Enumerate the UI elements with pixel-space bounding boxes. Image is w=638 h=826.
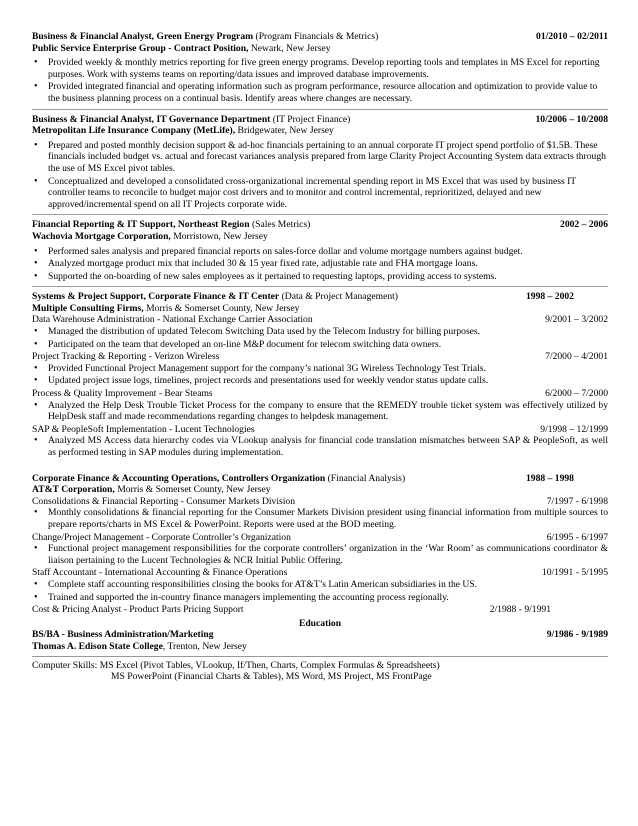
job-company: AT&T Corporation, — [32, 484, 115, 496]
school-name: Thomas A. Edison State College — [32, 640, 163, 652]
bullet-item: • Provided integrated financial and operating information such as program performance, resource allocation and optimization to provide value to the business planning process on a continual basis. Identify areas where changes are necessary. — [32, 81, 608, 104]
role-name: Staff Accountant - International Accounting & Finance Operations — [32, 567, 288, 579]
job-dept: (Sales Metrics) — [249, 219, 311, 231]
job-company-line — [32, 43, 608, 55]
role-line — [32, 532, 608, 544]
job-entry — [32, 219, 608, 282]
bullet-item: • Monthly consolidations & financial reporting for the Consumer Markets Division president using financial information from multiple sources to prepare reports/charts in MS Excel & PowerPoint. Reports were used at the BOD meeting. — [32, 507, 608, 530]
bullet-item: • Provided Functional Project Management support for the company’s national 3G Wireless Technology Test Trials. — [32, 363, 608, 375]
job-entry — [32, 31, 608, 105]
job-dept: (Data & Project Management) — [279, 291, 398, 303]
job-company-line — [32, 231, 608, 243]
role-line — [32, 496, 608, 508]
bullet-item: • Provided weekly & monthly metrics reporting for five green energy programs. Develop reporting tools and templates in MS Excel for reporting purposes. Work with systems teams on reporting/data issues and improved database improvements. — [32, 57, 608, 80]
school-location: , Trenton, New Jersey — [162, 640, 247, 652]
role-name: SAP & PeopleSoft Implementation - Lucent Technologies — [32, 423, 255, 435]
bullet-item: • Analyzed MS Access data hierarchy codes via VLookup analysis for financial code translation mismatches between SAP & PeopleSoft, as well as performed testing in SAP modules during implementation. — [32, 435, 608, 458]
job-company: Wachovia Mortgage Corporation, — [32, 230, 171, 242]
education-dates: 9/1986 - 9/1989 — [546, 629, 608, 641]
job-location: Morris & Somerset County, New Jersey — [143, 302, 300, 314]
job-title: Corporate Finance & Accounting Operations, Controllers Organization — [32, 472, 326, 484]
job-bullets — [32, 140, 608, 211]
role-line — [32, 604, 608, 616]
role-bullets — [32, 543, 608, 566]
job-bullets — [32, 57, 608, 104]
role-line — [32, 314, 608, 326]
divider — [32, 656, 608, 657]
job-title: Systems & Project Support, Corporate Finance & IT Center — [32, 291, 280, 303]
role-dates: 9/2001 – 3/2002 — [545, 314, 608, 326]
job-company-line — [32, 125, 608, 137]
job-entry — [32, 114, 608, 211]
bullet-item: • Functional project management responsibilities for the corporate controllers’ organization in the ‘War Room’ as communications coordinator & liaison pertaining to the Lucent Technologies & NCR Initial Public Offering. — [32, 543, 608, 566]
role-dates: 6/1995 - 6/1997 — [546, 531, 608, 543]
skills-line: MS PowerPoint (Financial Charts & Tables), MS Word, MS Project, MS FrontPage — [111, 671, 432, 683]
education-header — [32, 629, 608, 641]
job-dates: 2002 – 2006 — [560, 219, 608, 231]
role-bullets — [32, 400, 608, 423]
job-company: Multiple Consulting Firms, — [32, 302, 144, 314]
role-line — [32, 567, 608, 579]
skills-line: Computer Skills: MS Excel (Pivot Tables, VLookup, If/Then, Charts, Complex Formulas & Spreadsheets) — [32, 659, 440, 671]
divider — [32, 286, 608, 287]
bullet-item: • Managed the distribution of updated Telecom Switching Data used by the Telecom Industry for billing purposes. — [32, 326, 608, 338]
job-bullets — [32, 246, 608, 283]
bullet-item: • Conceptualized and developed a consolidated cross-organizational incremental spending report in MS Excel that was used by business IT controller teams to reconcile to budget major cost drivers and to monitor and control incremental, reprioritized, delayed and new approved/incremental spend on all IT Projects corporate wide. — [32, 176, 608, 211]
role-bullets — [32, 507, 608, 530]
job-company: Public Service Enterprise Group - Contract Position, — [32, 42, 249, 54]
bullet-item: • Analyzed the Help Desk Trouble Ticket Process for the company to ensure that the REMEDY trouble ticket system was effectively utilized by HelpDesk staff and made recommendations regarding changes to helpdesk management. — [32, 400, 608, 423]
job-dates: 1988 – 1998 — [526, 472, 574, 484]
job-company-line — [32, 303, 608, 315]
bullet-item: • Updated project issue logs, timelines, project records and presentations used for weekly vendor status update calls. — [32, 375, 608, 387]
bullet-item: • Complete staff accounting responsibilities closing the books for AT&T’s Latin American subsidiaries in the US. — [32, 579, 608, 591]
bullet-item: • Trained and supported the in-country finance managers implementing the accounting process regionally. — [32, 592, 608, 604]
spacer — [32, 461, 608, 473]
role-bullets — [32, 579, 608, 603]
bullet-item: • Performed sales analysis and prepared financial reports on sales-force dollar and volume mortgage numbers against budget. — [32, 246, 608, 258]
job-location: Bridgewater, New Jersey — [235, 125, 334, 137]
job-header — [32, 219, 608, 231]
bullet-item: • Prepared and posted monthly decision support & ad-hoc financials pertaining to an annual corporate IT project spend portfolio of $1.5B. These financials included budget vs. actual and forecast variances analysis prepared from large Clarity Project Accounting System data extracts through the use of MS Excel pivot tables. — [32, 140, 608, 175]
school-line — [32, 641, 608, 653]
job-dept: (IT Project Finance) — [270, 113, 351, 125]
role-name: Data Warehouse Administration - National Exchange Carrier Association — [32, 314, 313, 326]
job-header — [32, 291, 608, 303]
role-dates: 6/2000 – 7/2000 — [545, 388, 608, 400]
job-header — [32, 31, 608, 43]
bullet-item: • Analyzed mortgage product mix that included 30 & 15 year fixed rate, adjustable rate and FHA mortgage loans. — [32, 258, 608, 270]
role-name: Change/Project Management - Corporate Controller’s Organization — [32, 531, 291, 543]
bullet-item: • Participated on the team that developed an on-line M&P document for telecom switching data owners. — [32, 339, 608, 351]
job-company-line — [32, 484, 608, 496]
role-name: Consolidations & Financial Reporting - Consumer Markets Division — [32, 495, 296, 507]
job-location: Newark, New Jersey — [248, 42, 331, 54]
computer-skills — [32, 660, 608, 683]
divider — [32, 109, 608, 110]
job-company: Metropolitan Life Insurance Company (MetLife), — [32, 125, 236, 137]
job-header — [32, 473, 608, 485]
job-location: Morristown, New Jersey — [170, 230, 268, 242]
role-bullets — [32, 363, 608, 387]
job-dates: 10/2006 – 10/2008 — [535, 113, 608, 125]
role-name: Process & Quality Improvement - Bear Steams — [32, 388, 213, 400]
role-line — [32, 424, 608, 436]
job-dept: (Financial Analysis) — [325, 472, 406, 484]
job-entry-att — [32, 473, 608, 616]
role-dates: 7/1997 - 6/1998 — [546, 495, 608, 507]
job-dept: (Program Financials & Metrics) — [253, 31, 379, 42]
role-name: Cost & Pricing Analyst - Product Parts Pricing Support — [32, 604, 244, 616]
job-title: Business & Financial Analyst, Green Energy Program — [32, 31, 254, 42]
role-name: Project Tracking & Reporting - Verizon Wireless — [32, 351, 220, 363]
degree: BS/BA - Business Administration/Marketing — [32, 629, 214, 641]
role-line — [32, 388, 608, 400]
role-line — [32, 351, 608, 363]
job-title: Financial Reporting & IT Support, Northeast Region — [32, 219, 250, 231]
role-bullets — [32, 435, 608, 458]
job-dates: 01/2010 – 02/2011 — [536, 31, 608, 42]
role-dates: 9/1998 – 12/1999 — [540, 423, 608, 435]
bullet-item: • Supported the on-boarding of new sales employees as it pertained to requesting laptops, providing access to systems. — [32, 271, 608, 283]
role-dates: 10/1991 - 5/1995 — [541, 567, 608, 579]
job-entry-consulting — [32, 291, 608, 458]
job-header — [32, 114, 608, 126]
job-dates: 1998 – 2002 — [526, 291, 574, 303]
divider — [32, 214, 608, 215]
job-location: Morris & Somerset County, New Jersey — [114, 484, 271, 496]
education-heading: Education — [298, 617, 342, 629]
role-bullets — [32, 326, 608, 350]
role-dates: 2/1988 - 9/1991 — [489, 604, 551, 616]
job-title: Business & Financial Analyst, IT Governance Department — [32, 113, 271, 125]
role-dates: 7/2000 – 4/2001 — [545, 351, 608, 363]
